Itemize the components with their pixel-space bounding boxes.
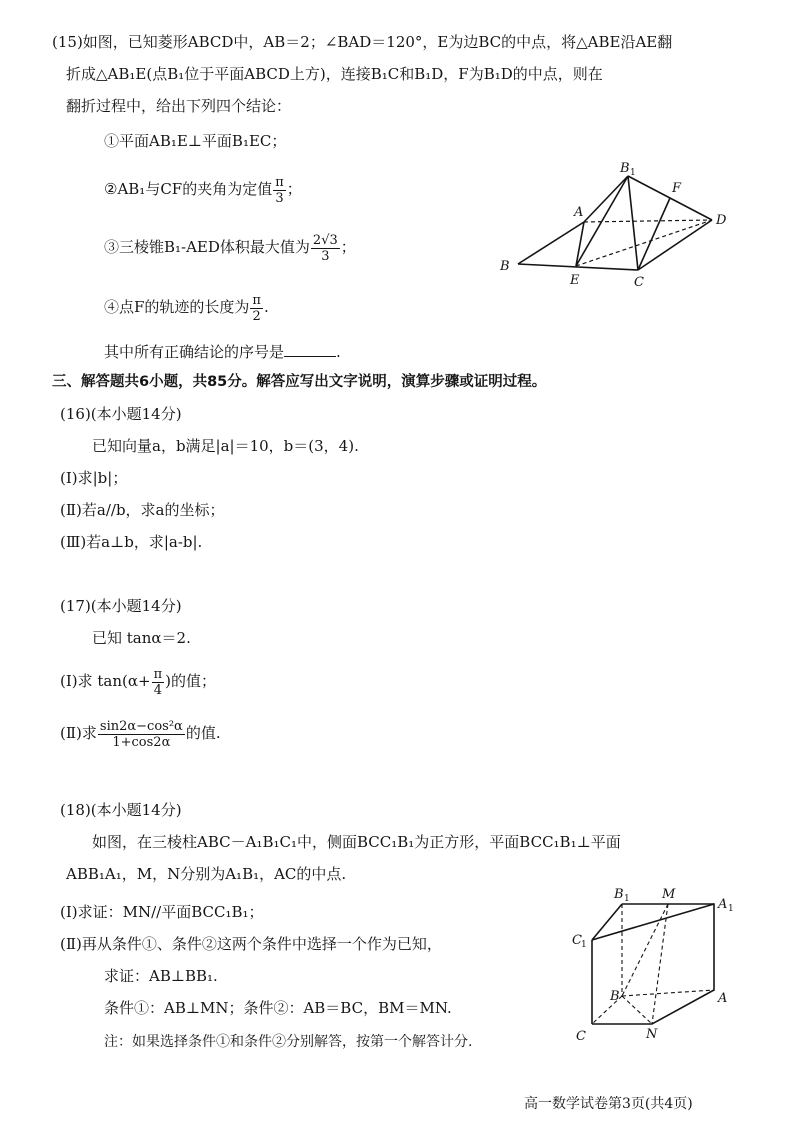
label-B: B xyxy=(610,989,620,1004)
edge-BA xyxy=(518,222,584,264)
q15-rhombus-figure xyxy=(490,160,750,300)
q17-part-2 xyxy=(60,716,221,750)
label-C: C xyxy=(634,275,644,290)
edge-B1C1 xyxy=(592,904,622,940)
q17-p2-fraction xyxy=(98,719,185,750)
q16-head: (16)(本小题14分) xyxy=(60,405,182,423)
q17-head: (17)(本小题14分) xyxy=(60,597,182,615)
label-A1: A xyxy=(718,897,728,912)
q17-p2-den: 1+cos2α xyxy=(112,734,171,750)
q18-note: 注：如果选择条件①和条件②分别解答，按第一个解答计分. xyxy=(104,1034,473,1050)
q18-line-2: ABB₁A₁，M，N分别为A₁B₁，AC的中点. xyxy=(66,865,347,883)
q15-c3-num: 2√3 xyxy=(312,232,338,248)
q15-line-3: 翻折过程中，给出下列四个结论： xyxy=(66,97,292,115)
q17-p2-num: sin2α−cos²α xyxy=(99,718,183,734)
label-C1: C xyxy=(572,933,582,948)
label-B1-sub: 1 xyxy=(624,894,630,904)
q18-head: (18)(本小题14分) xyxy=(60,801,182,819)
answer-blank xyxy=(284,342,336,357)
q15-conclusion-1: ①平面AB₁E⊥平面B₁EC； xyxy=(104,132,287,150)
q17-p1-num: π xyxy=(153,666,163,682)
q15-c3-fraction xyxy=(311,233,340,264)
q17-p1-fraction xyxy=(152,667,165,698)
q18-line-1: 如图，在三棱柱ABC－A₁B₁C₁中，侧面BCC₁B₁为正方形，平面BCC₁B₁⊥平面 xyxy=(92,833,621,851)
label-B: B xyxy=(500,259,510,274)
label-D: D xyxy=(716,213,727,228)
q15-c4-text: ④点F的轨迹的长度为 xyxy=(104,298,250,316)
q16-part-3: (Ⅲ)若a⊥b，求|a-b|. xyxy=(60,533,203,551)
q15-answer-line xyxy=(104,342,341,362)
q18-conditions: 条件①：AB⊥MN；条件②：AB＝BC，BM＝MN. xyxy=(104,999,452,1017)
edge-MB-hidden xyxy=(622,904,668,996)
label-A: A xyxy=(574,205,584,220)
edge-ED-hidden xyxy=(576,220,712,266)
edge-C1A1 xyxy=(592,904,714,940)
label-B1: B xyxy=(620,161,630,176)
label-B1-sub: 1 xyxy=(630,168,636,178)
q15-c3-text: ③三棱锥B₁-AED体积最大值为 xyxy=(104,238,310,256)
label-N: N xyxy=(646,1027,658,1042)
edge-BA-hidden xyxy=(622,990,714,996)
q15-c3-den: 3 xyxy=(321,248,330,264)
q15-c2-num: π xyxy=(275,174,284,190)
q18-part-2-claim: 求证：AB⊥BB₁. xyxy=(104,967,218,985)
q17-p1-text: (Ⅰ)求 tan(α+ xyxy=(60,672,151,690)
q15-c2-fraction xyxy=(273,175,286,206)
q15-c4-fraction xyxy=(250,293,263,324)
q15-answer-prompt: 其中所有正确结论的序号是 xyxy=(104,343,285,361)
q15-answer-end: . xyxy=(336,343,341,361)
edge-B1C xyxy=(628,176,638,270)
q15-line-2: 折成△AB₁E(点B₁位于平面ABCD上方)，连接B₁C和B₁D，F为B₁D的中点，则在 xyxy=(66,65,603,83)
q16-part-1: (Ⅰ)求|b|； xyxy=(60,469,128,487)
label-M: M xyxy=(662,887,676,902)
q15-conclusion-3 xyxy=(104,230,356,264)
q15-line-1: (15)如图，已知菱形ABCD中，AB＝2；∠BAD＝120°，E为边BC的中点，将△ABE沿AE翻 xyxy=(52,33,673,51)
q18-part-2: (Ⅱ)再从条件①、条件②这两个条件中选择一个作为已知， xyxy=(60,935,442,953)
q15-c2-den: 3 xyxy=(275,190,284,206)
label-B1: B xyxy=(614,887,624,902)
q15-c4-num: π xyxy=(252,292,261,308)
q17-part-1 xyxy=(60,664,216,698)
label-E: E xyxy=(570,273,580,288)
page-footer: 高一数学试卷第3页(共4页) xyxy=(524,1096,693,1112)
edge-BN-hidden xyxy=(622,996,652,1024)
label-C: C xyxy=(576,1029,586,1044)
label-A: A xyxy=(718,991,728,1006)
q16-part-2: (Ⅱ)若a//b，求a的坐标； xyxy=(60,501,225,519)
label-C1-sub: 1 xyxy=(581,940,587,950)
q15-c4-end: . xyxy=(263,298,269,316)
section-3-heading: 三、解答题共6小题，共85分。解答应写出文字说明，演算步骤或证明过程。 xyxy=(52,374,547,390)
label-A1-sub: 1 xyxy=(728,904,734,914)
q18-part-1: (Ⅰ)求证：MN//平面BCC₁B₁； xyxy=(60,903,264,921)
q15-conclusion-2 xyxy=(104,172,302,206)
q18-prism-figure xyxy=(570,884,760,1044)
q17-p2-text: (Ⅱ)求 xyxy=(60,724,97,742)
q17-p1-den: 4 xyxy=(153,682,162,698)
q15-c2-end: ； xyxy=(286,180,302,198)
q15-c4-den: 2 xyxy=(252,308,261,324)
q15-conclusion-4 xyxy=(104,290,269,324)
q16-given: 已知向量a，b满足|a|＝10，b＝(3，4). xyxy=(92,437,359,455)
q15-c2-text: ②AB₁与CF的夹角为定值 xyxy=(104,180,273,198)
label-F: F xyxy=(672,181,682,196)
q17-given: 已知 tanα＝2. xyxy=(92,629,191,647)
q17-p1-end: )的值； xyxy=(165,672,216,690)
q15-c3-end: ； xyxy=(340,238,356,256)
q17-p2-end: 的值. xyxy=(185,724,221,742)
